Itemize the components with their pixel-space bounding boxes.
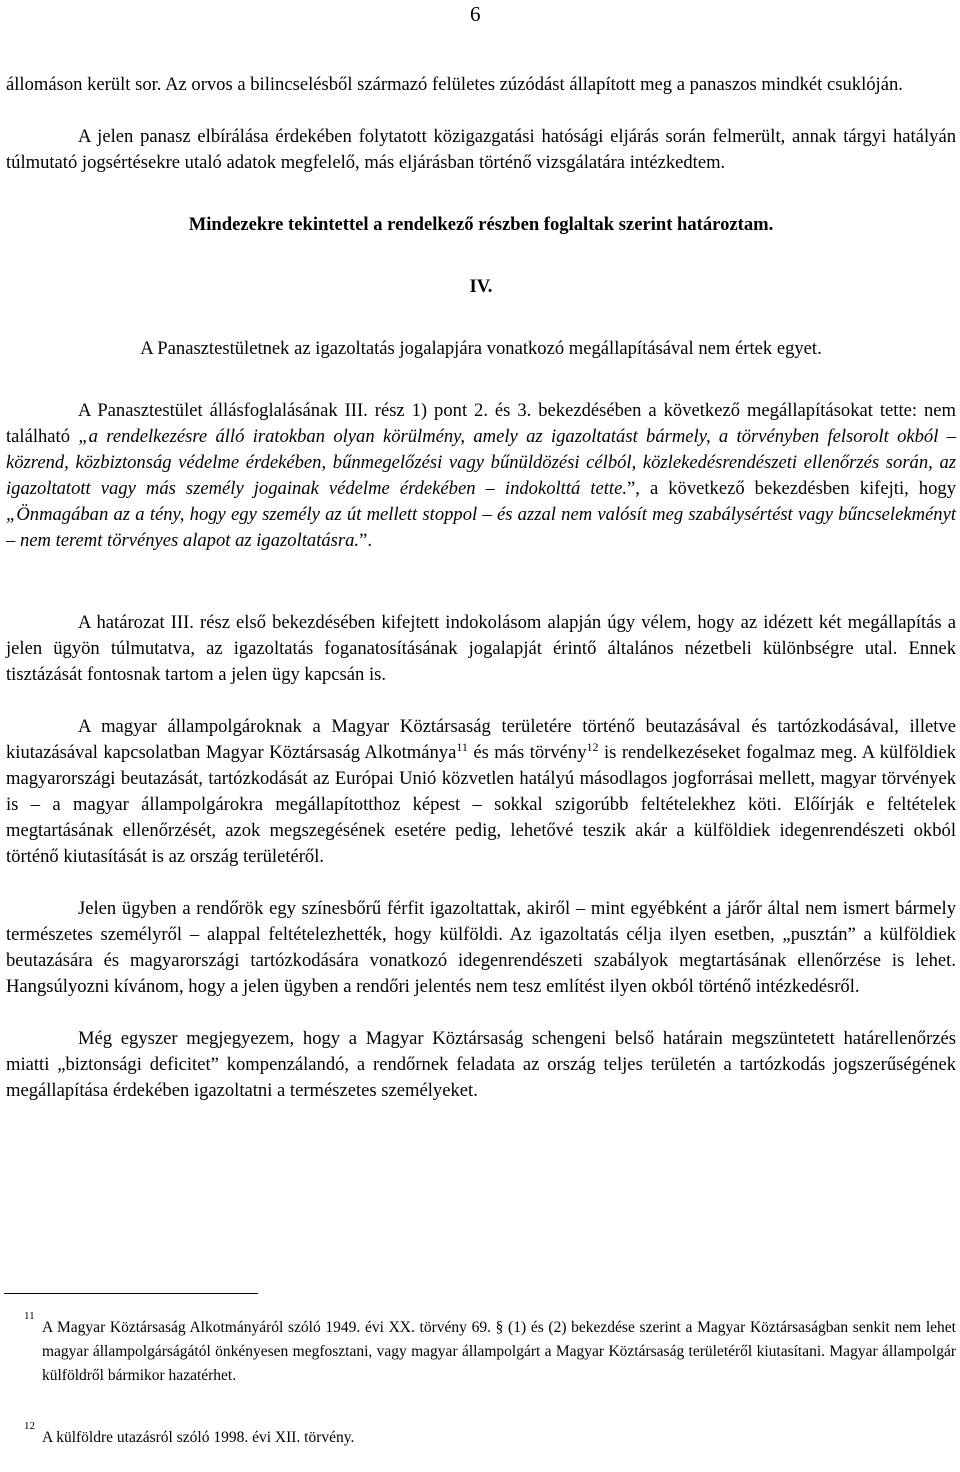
footnote-mark: 12 <box>24 1420 35 1432</box>
board-quote-first: „a rendelkezésre álló iratokban olyan körülmény, amely az igazoltatást bármely, a törvényben felsorolt okból – közrend, közbiztonság védelme érdekében, bűnmegelőzési vagy bűnüldözési célból, közlekedésrendészeti ellenőrzés során, az igazoltatott vagy más személy jogainak védelme érdekében – indokolttá tette. <box>6 426 956 499</box>
paragraph-medical-finding: állomáson került sor. Az orvos a bilincselésből származó felületes zúzódást állapított meg a panaszos mindkét csuklóján. <box>6 74 903 95</box>
footnote-ref-11[interactable]: 11 <box>456 739 468 754</box>
page-number: 6 <box>470 2 481 26</box>
legal-framework-part1: A magyar állampolgároknak a Magyar Köztársaság területére történő beutazásával és tartózkodásával, illetve kiutazásával kapcsolatban Magyar Köztársaság Alkotmánya <box>6 716 956 763</box>
footnote-separator <box>4 1293 258 1294</box>
footnote-text: A külföldre utazásról szóló 1998. évi XII. törvény. <box>42 1429 355 1446</box>
footnote-11 <box>6 1310 956 1388</box>
board-findings-tail: ”. <box>359 530 372 551</box>
section-heading: IV. <box>469 276 493 297</box>
footnotes <box>6 1310 956 1450</box>
legal-framework-part3: is rendelkezéseket fogalmaz meg. A külföldiek magyarországi beutazását, tartózkodását az Európai Unió közvetlen hatályú másodlagos jogforrásai mellett, magyar törvények is – a magyar állampolgárokra megállapítotthoz képest – sokkal szigorúbb feltételekhez köti. Előírják e feltételek megtartásának ellenőrzését, azok megszegésének esetére pedig, lehetővé teszik akár a külföldiek idegenrendészeti okból történő kiutasítását is az ország területéről. <box>6 742 956 867</box>
legal-framework-part2: és más törvény <box>467 742 587 763</box>
board-findings-middle: ”, a következő bekezdésben kifejti, hogy <box>627 478 956 499</box>
conclusion-statement: Mindezekre tekintettel a rendelkező részben foglaltak szerint határoztam. <box>188 214 774 235</box>
paragraph-legal-framework <box>6 714 956 870</box>
paragraph-schengen-remark: Még egyszer megjegyezem, hogy a Magyar Köztársaság schengeni belső határain megszüntetett határellenőrzés miatti „biztonsági deficitet” kompenzálandó, a rendőrnek feladata az ország teljes területén a tartózkodás jogszerűségének megállapítása érdekében igazoltatni a természetes személyeket. <box>6 1028 956 1101</box>
footnote-text: A Magyar Köztársaság Alkotmányáról szóló 1949. évi XX. törvény 69. § (1) és (2) bekezdése szerint a Magyar Köztársaságban senkit nem lehet magyar állampolgárságától önkényesen megfosztani, vagy magyar állampolgárt a Magyar Köztársaság területéről kiutasítani. Magyar állampolgár külföldről bármikor hazatérhet. <box>42 1319 956 1384</box>
footnote-mark: 11 <box>24 1310 35 1322</box>
paragraph-decision-reasoning: A határozat III. rész első bekezdésében kifejtett indokolásom alapján úgy vélem, hogy az idézett két megállapítás a jelen ügyön túlmutatva, az igazoltatás foganatosításának jogalapját érintő általános nézetbeli különbségre utal. Ennek tisztázását fontosnak tartom a jelen ügy kapcsán is. <box>6 612 956 685</box>
document-body <box>6 72 956 1104</box>
board-quote-second: „Önmagában az a tény, hogy egy személy az út mellett stoppol – és azzal nem valósít meg szabálysértést vagy bűncselekményt – nem teremt törvényes alapot az igazoltatásra. <box>6 504 956 551</box>
paragraph-disagreement: A Panasztestületnek az igazoltatás jogalapjára vonatkozó megállapításával nem értek egyet. <box>140 338 822 359</box>
paragraph-further-investigation: A jelen panasz elbírálása érdekében folytatott közigazgatási hatósági eljárás során felmerült, annak tárgyi hatályán túlmutató jogsértésekre utaló adatok megfelelő, más eljárásban történő vizsgálatára intézkedtem. <box>6 126 956 173</box>
paragraph-case-details: Jelen ügyben a rendőrök egy színesbőrű férfit igazoltattak, akiről – mint egyébként a járőr által nem ismert bármely természetes személyről – alappal feltételezhették, hogy külföldi. Az igazoltatás célja ilyen esetben, „pusztán” a külföldiek beutazására és magyarországi tartózkodására vonatkozó idegenrendészeti szabályok megtartásának ellenőrzése is lehet. Hangsúlyozni kívánom, hogy a jelen ügyben a rendőri jelentés nem tesz említést ilyen okból történő intézkedésről. <box>6 898 956 997</box>
footnote-12 <box>6 1420 956 1450</box>
board-findings-lead: A Panasztestület állásfoglalásának III. rész 1) pont 2. és 3. bekezdésében a következő megállapításokat tette: nem található <box>6 400 956 447</box>
footnote-ref-12[interactable]: 12 <box>586 739 599 754</box>
paragraph-board-findings <box>6 398 956 554</box>
